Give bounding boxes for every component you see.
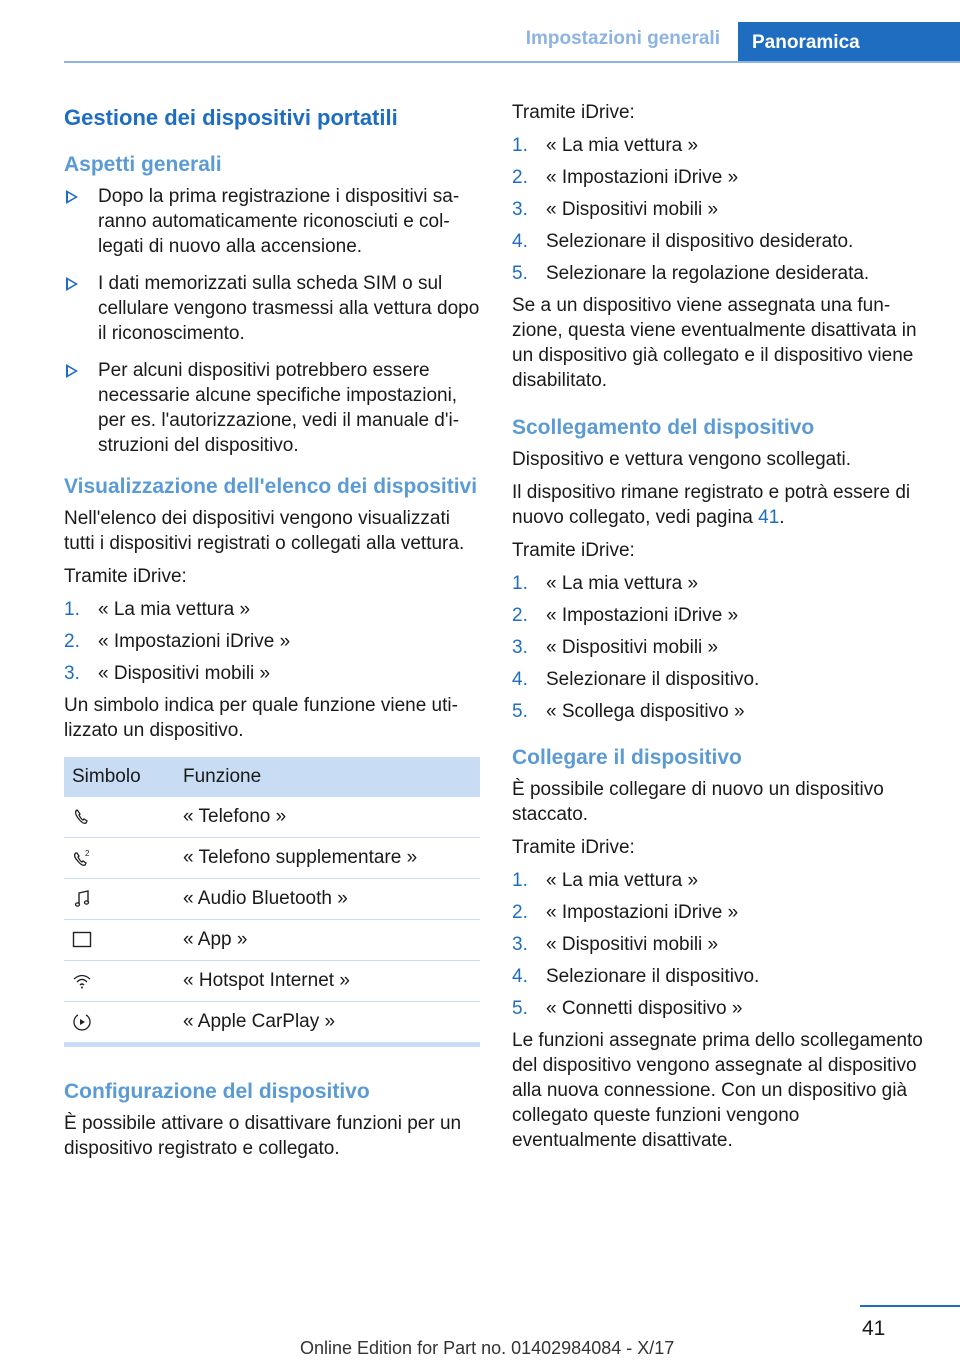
paragraph-text: Il dispositivo rimane registrato e potrà essere di nuovo collegato, vedi pagina: [512, 482, 911, 528]
table-row: [64, 1002, 480, 1045]
triangle-bullet-icon: [66, 190, 78, 204]
step-number: 3.: [64, 663, 80, 684]
list-item: [512, 635, 928, 660]
heading-collegare: Collegare il dispositivo: [512, 746, 742, 769]
symbol-cell: [64, 1002, 175, 1045]
table-row: [64, 838, 480, 879]
list-item: [64, 629, 480, 654]
list-item: [512, 197, 928, 222]
list-item: [64, 358, 480, 458]
bullet-text: Per alcuni dispositivi potrebbero essere necessarie alcune specifiche impostazioni, per es. l'autorizzazione, vedi il manuale d'istruzioni del dispositivo.: [98, 360, 460, 456]
paragraph-text: .: [779, 507, 785, 528]
heading-scollegamento: Scollegamento del dispositivo: [512, 416, 815, 439]
paragraph: Tramite iDrive:: [512, 837, 635, 858]
function-cell: « Hotspot Internet »: [175, 961, 480, 1002]
step-number: 2.: [512, 605, 528, 626]
step-number: 2.: [64, 631, 80, 652]
phone-2-icon: [72, 848, 92, 868]
step-number: 2.: [512, 167, 528, 188]
page-title: Gestione dei dispositivi portatili: [64, 105, 398, 130]
list-item: [512, 667, 928, 692]
header-tab-panoramica: Panoramica: [738, 22, 960, 62]
paragraph: È possibile collegare di nuovo un dispositivo staccato.: [512, 779, 884, 825]
step-number: 5.: [512, 263, 528, 284]
function-cell: « Telefono supplementare »: [175, 838, 480, 879]
paragraph: È possibile attivare o disattivare funzioni per un dispositivo registrato e collegato.: [64, 1113, 462, 1159]
heading-elenco-dispositivi: Visualizzazione dell'elenco dei dispositivi: [64, 475, 478, 498]
step-text: « Dispositivi mobili »: [546, 934, 719, 955]
table-row: [64, 920, 480, 961]
heading-aspetti-generali: Aspetti generali: [64, 153, 222, 176]
step-text: « Scollega dispositivo »: [546, 701, 745, 722]
list-item: [64, 184, 480, 259]
step-number: 1.: [512, 135, 528, 156]
header-section-title: Impostazioni generali: [525, 28, 720, 49]
step-text: « Dispositivi mobili »: [546, 199, 719, 220]
step-text: Selezionare la regolazione desiderata.: [546, 263, 870, 284]
list-item: [512, 932, 928, 957]
paragraph: Tramite iDrive:: [512, 540, 635, 561]
bullet-text: I dati memorizzati sulla scheda SIM o sul cellulare vengono trasmessi alla vettura dopo il riconoscimento.: [98, 273, 480, 344]
paragraph: Un simbolo indica per quale funzione viene utilizzato un dispositivo.: [64, 695, 458, 741]
symbol-cell: [64, 838, 175, 879]
table-row: [64, 797, 480, 838]
footer-divider: [860, 1305, 960, 1307]
step-number: 5.: [512, 701, 528, 722]
step-text: Selezionare il dispositivo.: [546, 966, 760, 987]
step-number: 3.: [512, 199, 528, 220]
paragraph: Tramite iDrive:: [512, 102, 635, 123]
step-text: « La mia vettura »: [98, 599, 251, 620]
step-list: [64, 597, 480, 686]
step-text: « Dispositivi mobili »: [98, 663, 271, 684]
svg-text:2: 2: [85, 848, 90, 858]
list-item: [512, 133, 928, 158]
wifi-icon: [72, 971, 92, 991]
paragraph: Nell'elenco dei dispositivi vengono visualizzati tutti i dispositivi registrati o collegati alla vettura.: [64, 508, 465, 554]
header-divider: [64, 61, 960, 63]
list-item: [512, 229, 928, 254]
function-cell: « Telefono »: [175, 797, 480, 838]
step-number: 4.: [512, 669, 528, 690]
list-item: [512, 261, 928, 286]
left-column: [64, 100, 480, 1169]
symbol-cell: [64, 879, 175, 920]
column-header-symbol: Simbolo: [64, 757, 175, 797]
right-column: [512, 100, 928, 1161]
step-text: Selezionare il dispositivo.: [546, 669, 760, 690]
paragraph: Dispositivo e vettura vengono scollegati.: [512, 449, 852, 470]
paragraph: Tramite iDrive:: [64, 566, 187, 587]
step-list: [512, 133, 928, 286]
list-item: [512, 165, 928, 190]
step-number: 4.: [512, 231, 528, 252]
step-text: « La mia vettura »: [546, 870, 699, 891]
step-text: « Impostazioni iDrive »: [546, 167, 739, 188]
table-header-row: [64, 757, 480, 797]
step-text: « Impostazioni iDrive »: [98, 631, 291, 652]
step-text: « La mia vettura »: [546, 135, 699, 156]
paragraph: Le funzioni assegnate prima dello scollegamento del dispositivo vengono assegnate al dispositivo alla nuova connessione. Con un dispositivo già collegato queste funzioni vengono eventualmente disattivate.: [512, 1030, 923, 1151]
step-text: « Connetti dispositivo »: [546, 998, 743, 1019]
list-item: [512, 603, 928, 628]
step-number: 1.: [512, 573, 528, 594]
carplay-icon: [72, 1012, 92, 1032]
list-item: [512, 571, 928, 596]
page-reference-link[interactable]: 41: [758, 507, 780, 528]
step-number: 1.: [512, 870, 528, 891]
list-item: [512, 900, 928, 925]
function-cell: « Audio Bluetooth »: [175, 879, 480, 920]
phone-icon: [72, 807, 92, 827]
symbol-cell: [64, 920, 175, 961]
symbol-cell: [64, 961, 175, 1002]
triangle-bullet-icon: [66, 364, 78, 378]
step-number: 3.: [512, 934, 528, 955]
general-bullet-list: [64, 184, 480, 458]
page-header: [0, 0, 960, 62]
bullet-text: Dopo la prima registrazione i dispositivi saranno automaticamente riconosciuti e collegati di nuovo alla accensione.: [98, 186, 460, 257]
table-row: [64, 961, 480, 1002]
heading-configurazione: Configurazione del dispositivo: [64, 1080, 370, 1103]
app-square-icon: [72, 930, 92, 950]
step-number: 3.: [512, 637, 528, 658]
list-item: [512, 964, 928, 989]
step-number: 4.: [512, 966, 528, 987]
music-note-icon: [72, 889, 92, 909]
triangle-bullet-icon: [66, 277, 78, 291]
list-item: [512, 868, 928, 893]
step-list: [512, 571, 928, 724]
paragraph: [512, 480, 928, 530]
step-text: Selezionare il dispositivo desiderato.: [546, 231, 854, 252]
function-cell: « App »: [175, 920, 480, 961]
list-item: [64, 597, 480, 622]
step-number: 1.: [64, 599, 80, 620]
list-item: [512, 699, 928, 724]
symbol-table: [64, 757, 480, 1047]
list-item: [64, 661, 480, 686]
step-text: « Impostazioni iDrive »: [546, 605, 739, 626]
page-number: 41: [862, 1317, 886, 1340]
list-item: [64, 271, 480, 346]
step-text: « La mia vettura »: [546, 573, 699, 594]
paragraph: Se a un dispositivo viene assegnata una funzione, questa viene eventualmente disattivata in un dispositivo già collegato e il dispositivo viene disabilitato.: [512, 295, 917, 391]
step-text: « Impostazioni iDrive »: [546, 902, 739, 923]
edition-note: Online Edition for Part no. 01402984084 - X/17: [300, 1338, 675, 1358]
step-list: [512, 868, 928, 1021]
list-item: [512, 996, 928, 1021]
step-number: 5.: [512, 998, 528, 1019]
step-text: « Dispositivi mobili »: [546, 637, 719, 658]
symbol-cell: [64, 797, 175, 838]
step-number: 2.: [512, 902, 528, 923]
function-cell: « Apple CarPlay »: [175, 1002, 480, 1045]
column-header-function: Funzione: [175, 757, 480, 797]
table-row: [64, 879, 480, 920]
